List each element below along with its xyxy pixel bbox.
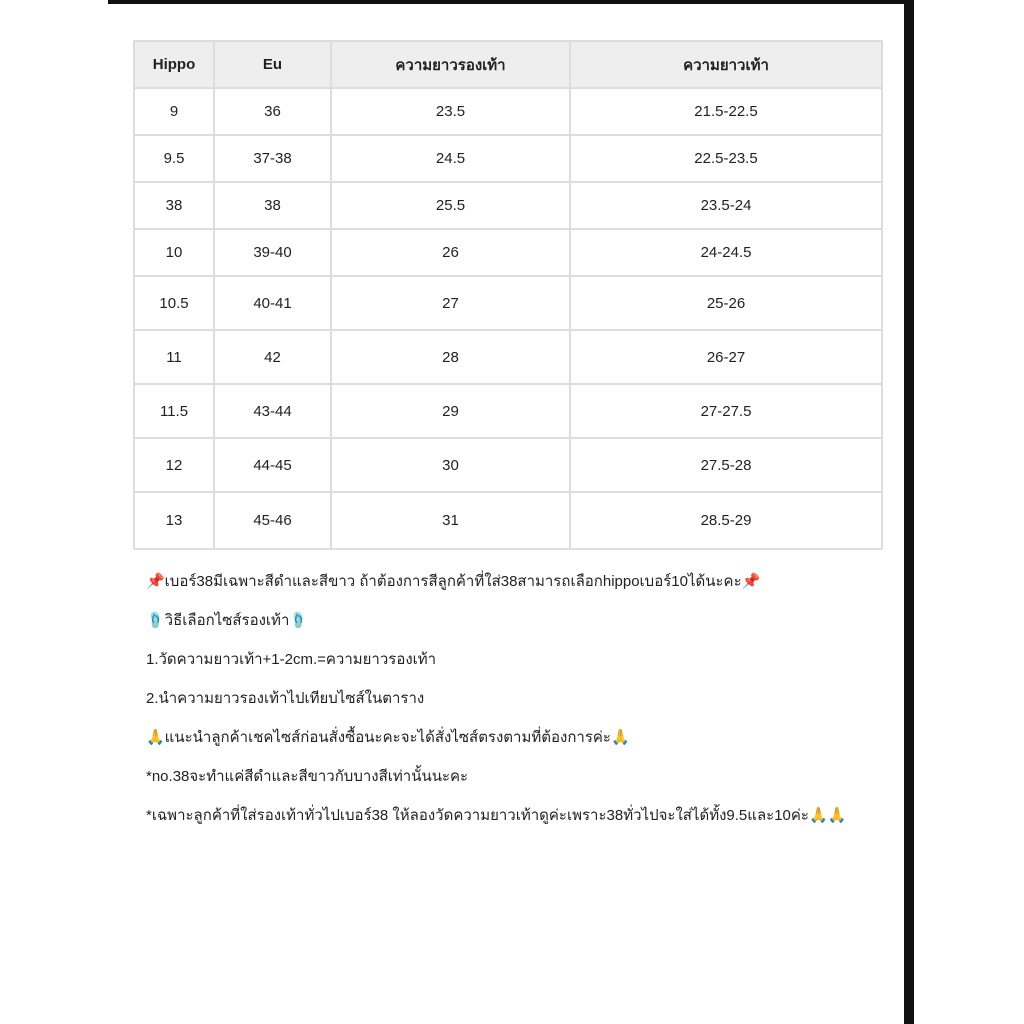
cell-eu: 39-40 xyxy=(214,229,331,276)
note-check-size-advice: 🙏แนะนำลูกค้าเชคไซส์ก่อนสั่งซื้อนะคะจะได้สั่งไซส์ตรงตามที่ต้องการค่ะ🙏 xyxy=(146,729,630,746)
cell-shoe-length: 26 xyxy=(331,229,570,276)
cell-eu: 38 xyxy=(214,182,331,229)
table-row xyxy=(134,384,882,438)
header-foot-length: ความยาวเท้า xyxy=(570,41,882,88)
cell-hippo: 38 xyxy=(134,182,214,229)
cell-hippo: 9.5 xyxy=(134,135,214,182)
note-step-1: 1.วัดความยาวเท้า+1-2cm.=ความยาวรองเท้า xyxy=(146,651,437,668)
note-step-2: 2.นำความยาวรองเท้าไปเทียบไซส์ในตาราง xyxy=(146,690,425,707)
top-border-line xyxy=(108,0,904,4)
cell-foot-length: 22.5-23.5 xyxy=(570,135,882,182)
cell-hippo: 12 xyxy=(134,438,214,492)
size-chart-table xyxy=(133,40,883,550)
cell-eu: 40-41 xyxy=(214,276,331,330)
cell-shoe-length: 30 xyxy=(331,438,570,492)
table-row xyxy=(134,492,882,549)
cell-shoe-length: 28 xyxy=(331,330,570,384)
cell-hippo: 11 xyxy=(134,330,214,384)
cell-foot-length: 26-27 xyxy=(570,330,882,384)
cell-foot-length: 25-26 xyxy=(570,276,882,330)
table-row xyxy=(134,229,882,276)
cell-eu: 36 xyxy=(214,88,331,135)
cell-hippo: 13 xyxy=(134,492,214,549)
cell-foot-length: 27.5-28 xyxy=(570,438,882,492)
table-row xyxy=(134,88,882,135)
note-no38-colors: *no.38จะทำแค่สีดำและสีขาวกับบางสีเท่านั้นนะคะ xyxy=(146,768,469,785)
table-row xyxy=(134,135,882,182)
table-row xyxy=(134,182,882,229)
right-margin xyxy=(914,0,1024,1024)
cell-hippo: 10.5 xyxy=(134,276,214,330)
cell-eu: 44-45 xyxy=(214,438,331,492)
cell-eu: 45-46 xyxy=(214,492,331,549)
cell-shoe-length: 29 xyxy=(331,384,570,438)
cell-shoe-length: 31 xyxy=(331,492,570,549)
cell-hippo: 11.5 xyxy=(134,384,214,438)
cell-foot-length: 21.5-22.5 xyxy=(570,88,882,135)
table-row xyxy=(134,276,882,330)
cell-foot-length: 24-24.5 xyxy=(570,229,882,276)
table-header-row xyxy=(134,41,882,88)
cell-hippo: 9 xyxy=(134,88,214,135)
table-row xyxy=(134,330,882,384)
note-size-38-colors: 📌เบอร์38มีเฉพาะสีดำและสีขาว ถ้าต้องการสีลูกค้าที่ใส่38สามารถเลือกhippoเบอร์10ได้นะคะ📌 xyxy=(146,573,761,590)
cell-shoe-length: 25.5 xyxy=(331,182,570,229)
cell-hippo: 10 xyxy=(134,229,214,276)
cell-shoe-length: 24.5 xyxy=(331,135,570,182)
cell-eu: 42 xyxy=(214,330,331,384)
note-measure-advice: *เฉพาะลูกค้าที่ใส่รองเท้าทั่วไปเบอร์38 ให้ลองวัดความยาวเท้าดูค่ะเพราะ38ทั่วไปจะใส่ได้ทั้ง9.5และ10ค่ะ🙏🙏 xyxy=(146,807,847,824)
size-guide-notes xyxy=(146,568,886,841)
note-how-to-choose-heading: 🩴วิธีเลือกไซส์รองเท้า🩴 xyxy=(146,612,309,629)
cell-foot-length: 27-27.5 xyxy=(570,384,882,438)
cell-eu: 43-44 xyxy=(214,384,331,438)
header-eu: Eu xyxy=(214,41,331,88)
right-border-bar xyxy=(904,0,914,1024)
header-shoe-length: ความยาวรองเท้า xyxy=(331,41,570,88)
cell-foot-length: 23.5-24 xyxy=(570,182,882,229)
cell-foot-length: 28.5-29 xyxy=(570,492,882,549)
table-row xyxy=(134,438,882,492)
header-hippo: Hippo xyxy=(134,41,214,88)
cell-shoe-length: 27 xyxy=(331,276,570,330)
cell-shoe-length: 23.5 xyxy=(331,88,570,135)
cell-eu: 37-38 xyxy=(214,135,331,182)
